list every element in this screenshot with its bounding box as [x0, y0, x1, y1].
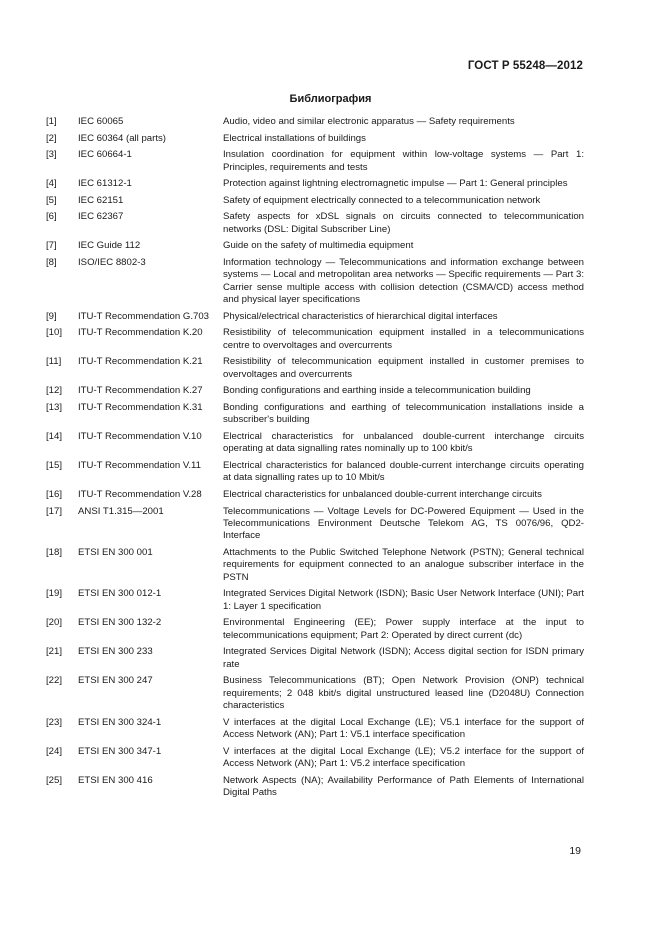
- entry-number: [5]: [46, 194, 57, 206]
- entry-code: IEC 62367: [78, 211, 124, 223]
- bibliography-entry: [46, 356, 584, 381]
- entry-number: [11]: [46, 356, 62, 368]
- entry-description: Network Aspects (NA); Availability Performance of Path Elements of International Digital Paths: [223, 774, 584, 799]
- bibliography-entry: [46, 588, 584, 613]
- bibliography-entry: [46, 116, 584, 128]
- entry-number: [21]: [46, 646, 63, 658]
- entry-code: ANSI T1.315—2001: [78, 505, 164, 517]
- entry-code: ITU-T Recommendation V.10: [78, 430, 202, 442]
- entry-number: [10]: [46, 327, 63, 339]
- entry-description: Guide on the safety of multimedia equipment: [223, 240, 414, 252]
- entry-code: ITU-T Recommendation V.28: [78, 488, 202, 500]
- entry-description: Safety of equipment electrically connected to a telecommunication network: [223, 194, 541, 206]
- entry-code: ITU-T Recommendation K.21: [78, 356, 203, 368]
- entry-description: Information technology — Telecommunications and information exchange between systems — Local and metropolitan area networks — Specific requirements — Part 3: Carrier sense multiple access with collision detection (CSMA/CD) access method and physical layer specifications: [223, 256, 584, 306]
- entry-code: ETSI EN 300 416: [78, 774, 153, 786]
- entry-description: Protection against lightning electromagnetic impulse — Part 1: General principles: [223, 178, 568, 190]
- entry-number: [9]: [46, 310, 57, 322]
- entry-description: Audio, video and similar electronic apparatus — Safety requirements: [223, 116, 515, 127]
- entry-code: ETSI EN 300 012-1: [78, 588, 162, 600]
- entry-code: ISO/IEC 8802-3: [78, 256, 146, 268]
- entry-number: [2]: [46, 132, 57, 144]
- entry-number: [15]: [46, 459, 63, 471]
- entry-number: [18]: [46, 546, 63, 558]
- entry-description: Resistibility of telecommunication equipment installed in customer premises to overvoltages and overcurrents: [223, 356, 584, 380]
- entry-number: [13]: [46, 401, 63, 413]
- entry-code: IEC 60065: [78, 116, 124, 127]
- entry-code: ETSI EN 300 132-2: [78, 617, 162, 629]
- entry-code: IEC 62151: [78, 194, 124, 206]
- entry-description: Attachments to the Public Switched Telephone Network (PSTN); General technical requirements for equipment connected to an analogue subscriber interface in the PSTN: [223, 546, 584, 583]
- bibliography-entry: [46, 617, 584, 642]
- entry-description: Resistibility of telecommunication equipment installed in a telecommunications centre to overvoltages and overcurrents: [223, 327, 584, 351]
- bibliography-entry: [46, 133, 584, 145]
- entry-number: [24]: [46, 745, 63, 757]
- entry-description: Integrated Services Digital Network (ISDN); Basic User Network Interface (UNI); Part 1: Layer 1 specification: [223, 588, 584, 612]
- bibliography-entry: [46, 675, 584, 712]
- entry-description: Electrical characteristics for unbalanced double-current interchange circuits: [223, 488, 542, 500]
- page-number: 19: [569, 845, 581, 857]
- entry-number: [17]: [46, 505, 63, 517]
- entry-number: [7]: [46, 240, 57, 252]
- entry-number: [6]: [46, 211, 57, 223]
- entry-description: Telecommunications — Voltage Levels for DC-Powered Equipment — Used in the Telecommunications Environment Deutsche Telekom AG, TS 0076/96, QD2-Interface: [223, 505, 584, 542]
- page-title: Библиография: [289, 93, 372, 105]
- entry-code: ITU-T Recommendation K.20: [78, 327, 203, 339]
- bibliography-entry: [46, 746, 584, 771]
- bibliography-entry: [46, 149, 584, 174]
- entry-number: [14]: [46, 430, 63, 442]
- bibliography-entry: [46, 195, 584, 207]
- entry-description: V interfaces at the digital Local Exchange (LE); V5.2 interface for the support of Access Network (AN); Part 1: V5.2 interface specification: [223, 745, 584, 770]
- entry-number: [22]: [46, 675, 63, 687]
- entry-number: [12]: [46, 385, 63, 397]
- entry-description: Electrical installations of buildings: [223, 132, 366, 144]
- entry-code: IEC 61312-1: [78, 178, 132, 190]
- bibliography-list: [46, 116, 584, 804]
- entry-number: [3]: [46, 149, 57, 161]
- entry-description: Environmental Engineering (EE); Power supply interface at the input to telecommunications equipment; Part 2: Operated by direct current (dc): [223, 617, 584, 641]
- entry-description: Electrical characteristics for balanced double-current interchange circuits operating at data signalling rates up to 10 Mbit/s: [223, 459, 584, 484]
- bibliography-entry: [46, 240, 584, 252]
- bibliography-entry: [46, 489, 584, 501]
- entry-number: [8]: [46, 256, 57, 268]
- bibliography-entry: [46, 506, 584, 543]
- entry-number: [16]: [46, 488, 63, 500]
- entry-description: Bonding configurations and earthing of telecommunication installations inside a subscriber's building: [223, 401, 584, 426]
- bibliography-entry: [46, 460, 584, 485]
- entry-code: IEC Guide 112: [78, 240, 141, 252]
- entry-code: ITU-T Recommendation V.11: [78, 459, 201, 471]
- entry-number: [20]: [46, 617, 63, 629]
- entry-code: IEC 60364 (all parts): [78, 132, 166, 144]
- entry-description: Business Telecommunications (BT); Open Network Provision (ONP) technical requirements; 2 048 kbit/s digital unstructured leased line (D2048U) Connection characteristics: [223, 675, 584, 712]
- bibliography-entry: [46, 257, 584, 307]
- entry-code: ITU-T Recommendation G.703: [78, 310, 209, 322]
- bibliography-entry: [46, 547, 584, 584]
- entry-code: ETSI EN 300 001: [78, 546, 153, 558]
- entry-code: ETSI EN 300 324-1: [78, 716, 162, 728]
- bibliography-entry: [46, 327, 584, 352]
- entry-number: [25]: [46, 774, 63, 786]
- entry-description: Safety aspects for xDSL signals on circuits connected to telecommunication networks (DSL: Digital Subscriber Line): [223, 211, 584, 235]
- document-header: ГОСТ Р 55248—2012: [467, 60, 583, 72]
- bibliography-entry: [46, 717, 584, 742]
- bibliography-entry: [46, 385, 584, 397]
- entry-description: Physical/electrical characteristics of hierarchical digital interfaces: [223, 310, 498, 322]
- entry-number: [23]: [46, 716, 63, 728]
- bibliography-entry: [46, 431, 584, 456]
- entry-description: Electrical characteristics for unbalanced double-current interchange circuits operating at data signalling rates nominally up to 100 kbit/s: [223, 430, 584, 455]
- entry-description: Integrated Services Digital Network (ISDN); Access digital section for ISDN primary rate: [223, 646, 584, 670]
- entry-code: ETSI EN 300 247: [78, 675, 153, 687]
- entry-number: [19]: [46, 588, 63, 600]
- entry-code: IEC 60664-1: [78, 149, 132, 161]
- bibliography-entry: [46, 402, 584, 427]
- bibliography-entry: [46, 646, 584, 671]
- entry-description: Insulation coordination for equipment within low-voltage systems — Part 1: Principles, requirements and tests: [223, 149, 584, 173]
- entry-number: [4]: [46, 178, 57, 190]
- entry-code: ETSI EN 300 347-1: [78, 745, 162, 757]
- entry-description: Bonding configurations and earthing inside a telecommunication building: [223, 385, 531, 397]
- entry-code: ETSI EN 300 233: [78, 646, 153, 658]
- bibliography-entry: [46, 311, 584, 323]
- entry-code: ITU-T Recommendation K.27: [78, 385, 203, 397]
- bibliography-entry: [46, 178, 584, 190]
- entry-code: ITU-T Recommendation K.31: [78, 401, 203, 413]
- bibliography-entry: [46, 775, 584, 800]
- entry-number: [1]: [46, 116, 57, 127]
- bibliography-entry: [46, 211, 584, 236]
- entry-description: V interfaces at the digital Local Exchange (LE); V5.1 interface for the support of Access Network (AN); Part 1: V5.1 interface specification: [223, 716, 584, 741]
